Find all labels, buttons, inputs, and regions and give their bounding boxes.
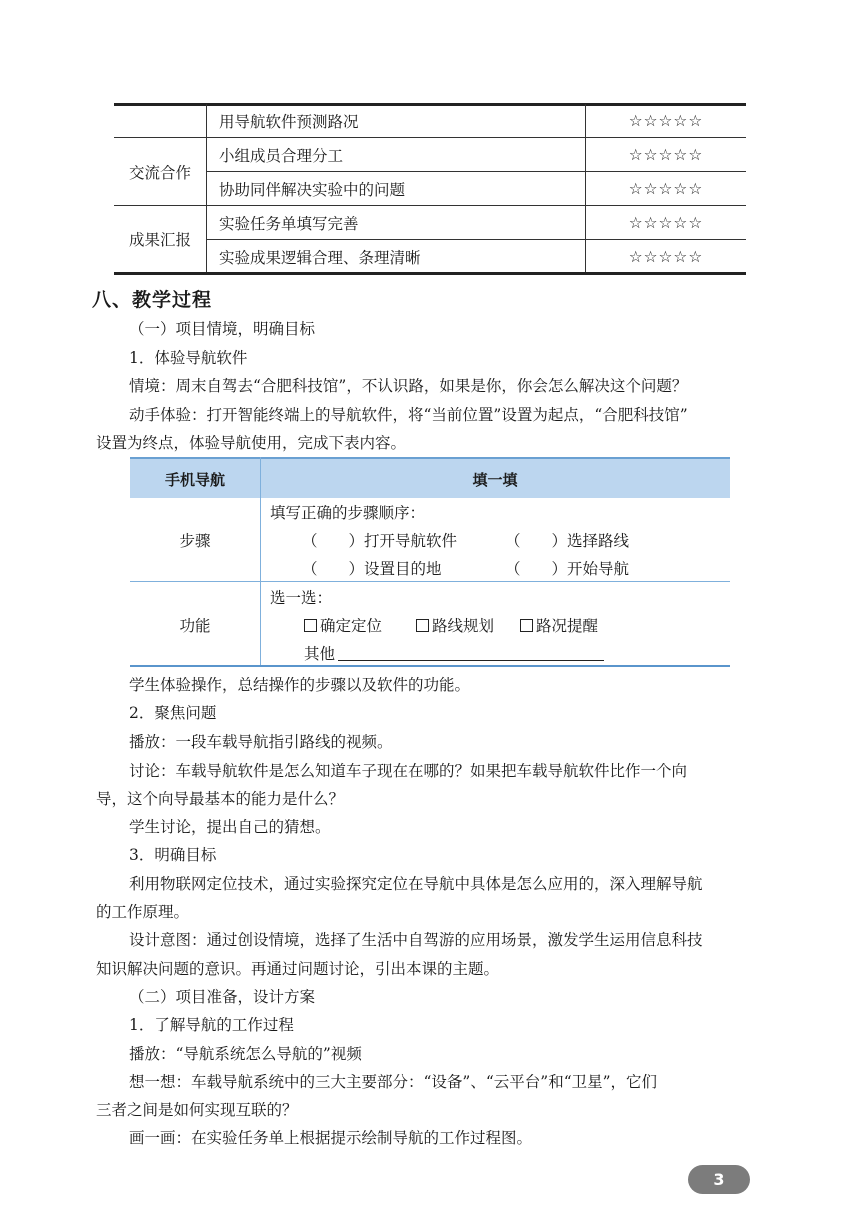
table-row [114, 104, 746, 138]
rating-stars: ☆☆☆☆☆ [586, 206, 747, 240]
option-checkbox: 路况提醒 [520, 614, 598, 636]
row-label: 功能 [179, 617, 211, 635]
header-cell: 手机导航 [164, 471, 225, 489]
table-cell-item: 实验成果逻辑合理、条理清晰 [207, 240, 586, 274]
table-cell-category: 成果汇报 [114, 206, 207, 274]
item-title: 1．了解导航的工作过程 [129, 1016, 294, 1034]
section-heading: 八、教学过程 [92, 289, 213, 311]
paragraph: 知识解决问题的意识。再通过问题讨论，引出本课的主题。 [96, 960, 500, 978]
answer-blank-line [338, 660, 604, 661]
table-row [114, 138, 746, 172]
other-label: 其他 [304, 645, 336, 663]
navigation-table [130, 457, 730, 667]
table-header [130, 457, 730, 498]
table-bottom-rule [130, 665, 730, 667]
rating-stars: ☆☆☆☆☆ [586, 138, 747, 172]
table-cell-item: 实验任务单填写完善 [207, 206, 586, 240]
paragraph: 动手体验：打开智能终端上的导航软件，将“当前位置”设置为起点，“合肥科技馆” [129, 406, 688, 424]
eval-table-bottom-rule [114, 272, 746, 275]
header-cell: 填一填 [472, 471, 518, 489]
row-intro: 填写正确的步骤顺序： [270, 504, 426, 522]
table-cell-item: 小组成员合理分工 [207, 138, 586, 172]
item-title: 2．聚焦问题 [129, 704, 217, 722]
paragraph: 想一想：车载导航系统中的三大主要部分：“设备”、“云平台”和“卫星”，它们 [129, 1073, 658, 1091]
table-cell-item: 用导航软件预测路况 [207, 104, 586, 138]
column-divider [260, 457, 261, 667]
paragraph: 三者之间是如何实现互联的？ [96, 1101, 298, 1119]
table-cell-category: 交流合作 [114, 138, 207, 206]
paragraph: 的工作原理。 [96, 903, 190, 921]
row-label: 步骤 [179, 532, 211, 550]
subsection-title: （一）项目情境，明确目标 [129, 320, 316, 338]
item-title: 1．体验导航软件 [129, 349, 248, 367]
paragraph: 导，这个向导最基本的能力是什么？ [96, 790, 345, 808]
page-number: 3 [688, 1165, 750, 1194]
item-title: 3．明确目标 [129, 846, 217, 864]
table-row [114, 172, 746, 206]
table-cell-item: 协助同伴解决实验中的问题 [207, 172, 586, 206]
paragraph: 学生体验操作，总结操作的步骤以及软件的功能。 [129, 676, 471, 694]
checkbox-icon [416, 619, 429, 632]
paragraph: 播放：一段车载导航指引路线的视频。 [129, 733, 393, 751]
table-row [114, 206, 746, 240]
paragraph: 设置为终点，体验导航使用，完成下表内容。 [96, 434, 407, 452]
checkbox-icon [304, 619, 317, 632]
option-checkbox: 确定定位 [304, 614, 382, 636]
paragraph: 播放：“导航系统怎么导航的”视频 [129, 1045, 362, 1063]
paragraph: 利用物联网定位技术，通过实验探究定位在导航中具体是怎么应用的，深入理解导航 [129, 875, 703, 893]
table-cell-category [114, 104, 207, 138]
step-blank: （ ）选择路线 [505, 532, 630, 550]
row-intro: 选一选： [270, 589, 333, 607]
rating-stars: ☆☆☆☆☆ [628, 247, 704, 266]
step-blank: （ ）设置目的地 [302, 560, 442, 578]
option-checkbox: 路线规划 [416, 614, 494, 636]
paragraph: 讨论：车载导航软件是怎么知道车子现在在哪的？如果把车载导航软件比作一个向 [129, 762, 688, 780]
paragraph: 学生讨论，提出自己的猜想。 [129, 818, 331, 836]
table-row [114, 240, 746, 274]
rating-stars: ☆☆☆☆☆ [586, 104, 747, 138]
step-blank: （ ）打开导航软件 [302, 532, 458, 550]
paragraph: 情境：周末自驾去“合肥科技馆”，不认识路，如果是你，你会怎么解决这个问题？ [129, 377, 688, 395]
subsection-title: （二）项目准备，设计方案 [129, 988, 316, 1006]
paragraph: 画一画：在实验任务单上根据提示绘制导航的工作过程图。 [129, 1129, 533, 1147]
evaluation-table [114, 104, 746, 274]
checkbox-icon [520, 619, 533, 632]
step-blank: （ ）开始导航 [505, 560, 630, 578]
row-divider [130, 581, 730, 582]
paragraph: 设计意图：通过创设情境，选择了生活中自驾游的应用场景，激发学生运用信息科技 [129, 931, 703, 949]
rating-stars: ☆☆☆☆☆ [586, 172, 747, 206]
